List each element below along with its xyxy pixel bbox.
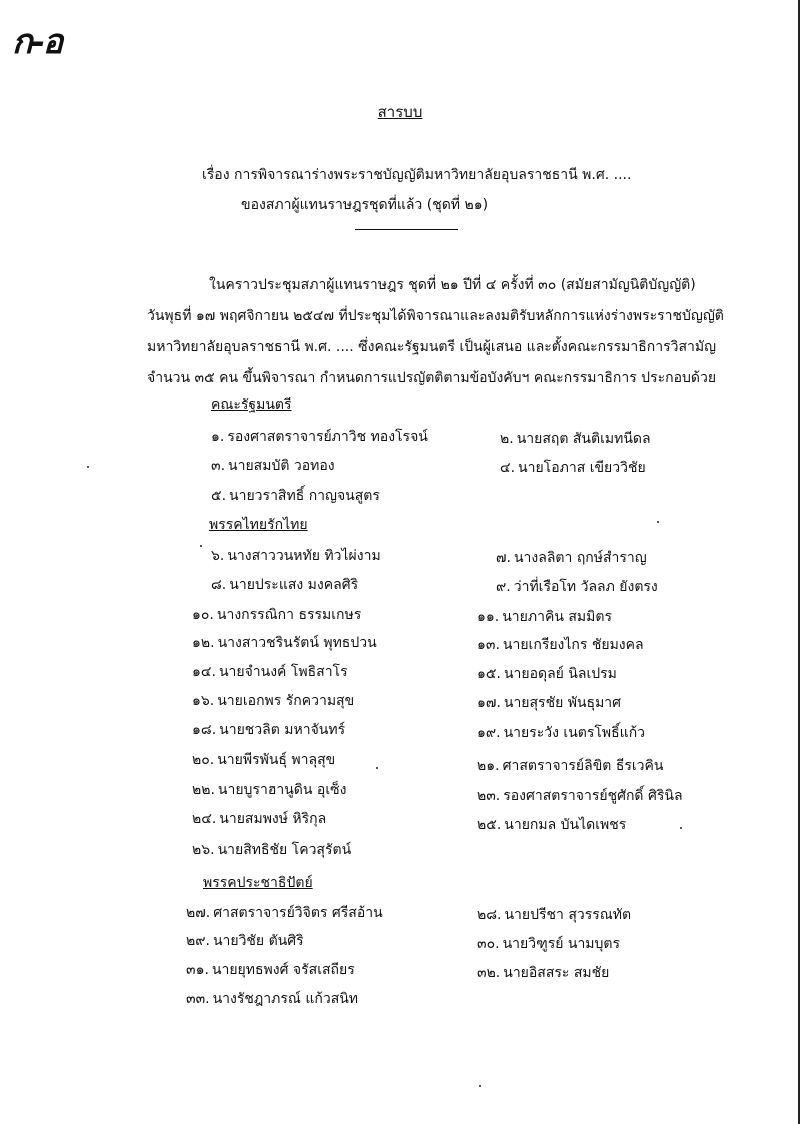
member-name: นายวราสิทธิ์ กาญจนสูตร — [229, 488, 380, 504]
member-item — [477, 904, 631, 926]
member-name: นายภาคิน สมมิตร — [502, 609, 612, 625]
member-name: นายระวัง เนตรโพธิ์แก้ว — [503, 725, 646, 741]
member-name: นายยุทธพงศ์ จรัสเสถียร — [211, 962, 355, 978]
scan-speck — [87, 466, 89, 468]
member-name: นายพีรพันธุ์ พาลุสุข — [217, 752, 336, 768]
member-name: นายจำนงค์ โพธิสาโร — [218, 664, 348, 680]
member-number: ๑๘. — [192, 722, 217, 738]
member-number: ๑๔. — [192, 664, 216, 680]
member-item — [500, 457, 646, 479]
subject-line-2: ของสภาผู้แทนราษฎรชุดที่แล้ว (ชุดที่ ๒๑) — [241, 197, 489, 213]
member-number: ๑๗. — [477, 695, 501, 711]
paragraph-line: ในคราวประชุมสภาผู้แทนราษฎร ชุดที่ ๒๑ ปีที่ ๔ ครั้งที่ ๓๐ (สมัยสามัญนิติบัญญัติ) — [209, 277, 696, 293]
member-item — [477, 785, 683, 807]
member-number: ๓. — [211, 458, 226, 474]
member-item — [477, 692, 621, 714]
member-name: นางสาวชรินรัตน์ พุทธปวน — [217, 635, 377, 651]
member-item — [496, 547, 647, 569]
party-heading-democrat: พรรคประชาธิปัตย์ — [203, 875, 313, 891]
member-item — [211, 426, 428, 448]
member-item — [186, 930, 304, 952]
member-number: ๒๗. — [186, 905, 211, 921]
member-item — [477, 814, 626, 836]
member-name: รองศาสตราจารย์ชูศักดิ์ ศิรินิล — [503, 788, 683, 804]
member-name: นายกมล บันไดเพชร — [504, 817, 627, 833]
member-item — [211, 485, 380, 507]
member-name: นางรัชฎาภรณ์ แก้วสนิท — [212, 991, 359, 1007]
member-number: ๒๐. — [192, 752, 215, 768]
member-name: นายเกรียงไกร ชัยมงคล — [502, 637, 644, 653]
member-number: ๒. — [500, 431, 514, 447]
member-name: นายชวลิต มหาจันทร์ — [219, 722, 346, 738]
member-item — [192, 690, 354, 712]
member-number: ๓๓. — [186, 991, 210, 1007]
member-item — [477, 606, 612, 628]
member-number: ๒๓. — [477, 788, 501, 804]
member-number: ๑๖. — [192, 693, 215, 709]
member-number: ๓๒. — [477, 965, 501, 981]
member-name: นายโอภาส เขียววิชัย — [518, 460, 646, 476]
member-name: นายเอกพร รักความสุข — [217, 693, 355, 709]
member-name: นายสุรชัย พันธุมาศ — [503, 695, 622, 711]
paragraph-line: จำนวน ๓๕ คน ขึ้นพิจารณา กำหนดการแปรญัตติตามข้อบังคับฯ คณะกรรมาธิการ ประกอบด้วย — [147, 370, 717, 386]
member-item — [477, 663, 617, 685]
party-heading-cabinet: คณะรัฐมนตรี — [211, 397, 292, 413]
scan-speck — [479, 1085, 481, 1087]
member-item — [192, 604, 361, 626]
member-name: นายวิฑูรย์ นามบุตร — [502, 936, 621, 952]
party-heading-thai-rak-thai: พรรคไทยรักไทย — [209, 517, 308, 533]
member-number: ๑๑. — [477, 609, 500, 625]
subject — [202, 160, 631, 220]
member-item — [192, 779, 346, 801]
member-number: ๒๕. — [477, 817, 502, 833]
member-item — [211, 545, 381, 567]
member-number: ๑๕. — [477, 666, 501, 682]
member-name: นายสิทธิชัย โควสุรัตน์ — [217, 842, 352, 858]
scan-speck — [200, 545, 202, 547]
member-number: ๘. — [211, 577, 227, 593]
member-item — [186, 959, 355, 981]
member-name: นายปรีชา สุวรรณทัต — [504, 907, 632, 923]
divider-rule — [355, 229, 458, 230]
member-number: ๑๐. — [192, 607, 214, 623]
member-number: ๒๒. — [192, 782, 215, 798]
member-name: นายสมบัติ วอทอง — [228, 458, 335, 474]
page-code: ก-อ — [12, 22, 62, 62]
member-item — [211, 455, 335, 477]
member-number: ๕. — [211, 488, 227, 504]
paragraph-line: มหาวิทยาลัยอุบลราชธานี พ.ศ. .... ซึ่งคณะรัฐมนตรี เป็นผู้เสนอ และตั้งคณะกรรมาธิการวิสามัญ — [147, 339, 717, 355]
member-item — [192, 632, 377, 654]
member-item — [477, 933, 620, 955]
member-number: ๒๖. — [192, 842, 215, 858]
member-item — [192, 749, 335, 771]
member-name: นายวิชัย ตันศิริ — [212, 933, 304, 949]
member-item — [477, 962, 609, 984]
member-name: นายอิสสระ สมชัย — [503, 965, 610, 981]
member-number: ๒๘. — [477, 907, 502, 923]
member-item — [192, 719, 345, 741]
paragraph-line: วันพุธที่ ๑๗ พฤศจิกายน ๒๕๔๗ ที่ประชุมได้พิจารณาและลงมติรับหลักการแห่งร่างพระราชบัญญัติ — [147, 308, 724, 324]
member-name: นางลลิตา ฤกษ์สำราญ — [513, 550, 647, 566]
member-item — [192, 839, 351, 861]
member-name: นายบูราฮานูดิน อุเซ็ง — [217, 782, 347, 798]
member-number: ๙. — [496, 579, 511, 595]
scan-speck — [376, 767, 378, 769]
member-number: ๑๙. — [477, 725, 501, 741]
member-name: นายสฤต สันติเมทนีดล — [516, 431, 651, 447]
member-item — [186, 988, 358, 1010]
member-name: ศาสตราจารย์ลิขิต ธีรเวคิน — [502, 758, 664, 774]
member-name: นายอดุลย์ นิลเปรม — [503, 666, 617, 682]
document-title: สารบบ — [377, 103, 423, 121]
member-number: ๒๙. — [186, 933, 210, 949]
member-item — [477, 634, 644, 656]
member-name: รองศาสตราจารย์ภาวิช ทองโรจน์ — [227, 429, 428, 445]
member-number: ๗. — [496, 550, 511, 566]
member-name: ศาสตราจารย์วิจิตร ศรีสอ้าน — [213, 905, 383, 921]
scan-speck — [657, 521, 659, 523]
member-item — [496, 576, 658, 598]
member-name: นายสมพงษ์ หิริกุล — [219, 811, 327, 827]
member-number: ๓๑. — [186, 962, 209, 978]
member-item — [192, 808, 326, 830]
member-item — [186, 902, 383, 924]
member-item — [211, 574, 358, 596]
member-item — [477, 722, 645, 744]
member-number: ๒๔. — [192, 811, 217, 827]
member-name: ว่าที่เรือโท วัลลภ ยังตรง — [513, 579, 658, 595]
scan-speck — [680, 827, 682, 829]
member-name: นายประแสง มงคลศิริ — [229, 577, 359, 593]
member-name: นางกรรณิกา ธรรมเกษร — [216, 607, 362, 623]
member-item — [500, 428, 651, 450]
body-paragraph — [147, 270, 724, 394]
member-number: ๔. — [500, 460, 516, 476]
member-number: ๒๑. — [477, 758, 500, 774]
member-number: ๑๒. — [192, 635, 215, 651]
member-number: ๑๓. — [477, 637, 500, 653]
member-name: นางสาววนหทัย ทิวไผ่งาม — [227, 548, 381, 564]
member-number: ๓๐. — [477, 936, 500, 952]
member-number: ๖. — [211, 548, 225, 564]
member-number: ๑. — [211, 429, 225, 445]
member-item — [192, 661, 348, 683]
subject-line-1: เรื่อง การพิจารณาร่างพระราชบัญญัติมหาวิทยาลัยอุบลราชธานี พ.ศ. .... — [202, 167, 632, 183]
member-item — [477, 755, 663, 777]
